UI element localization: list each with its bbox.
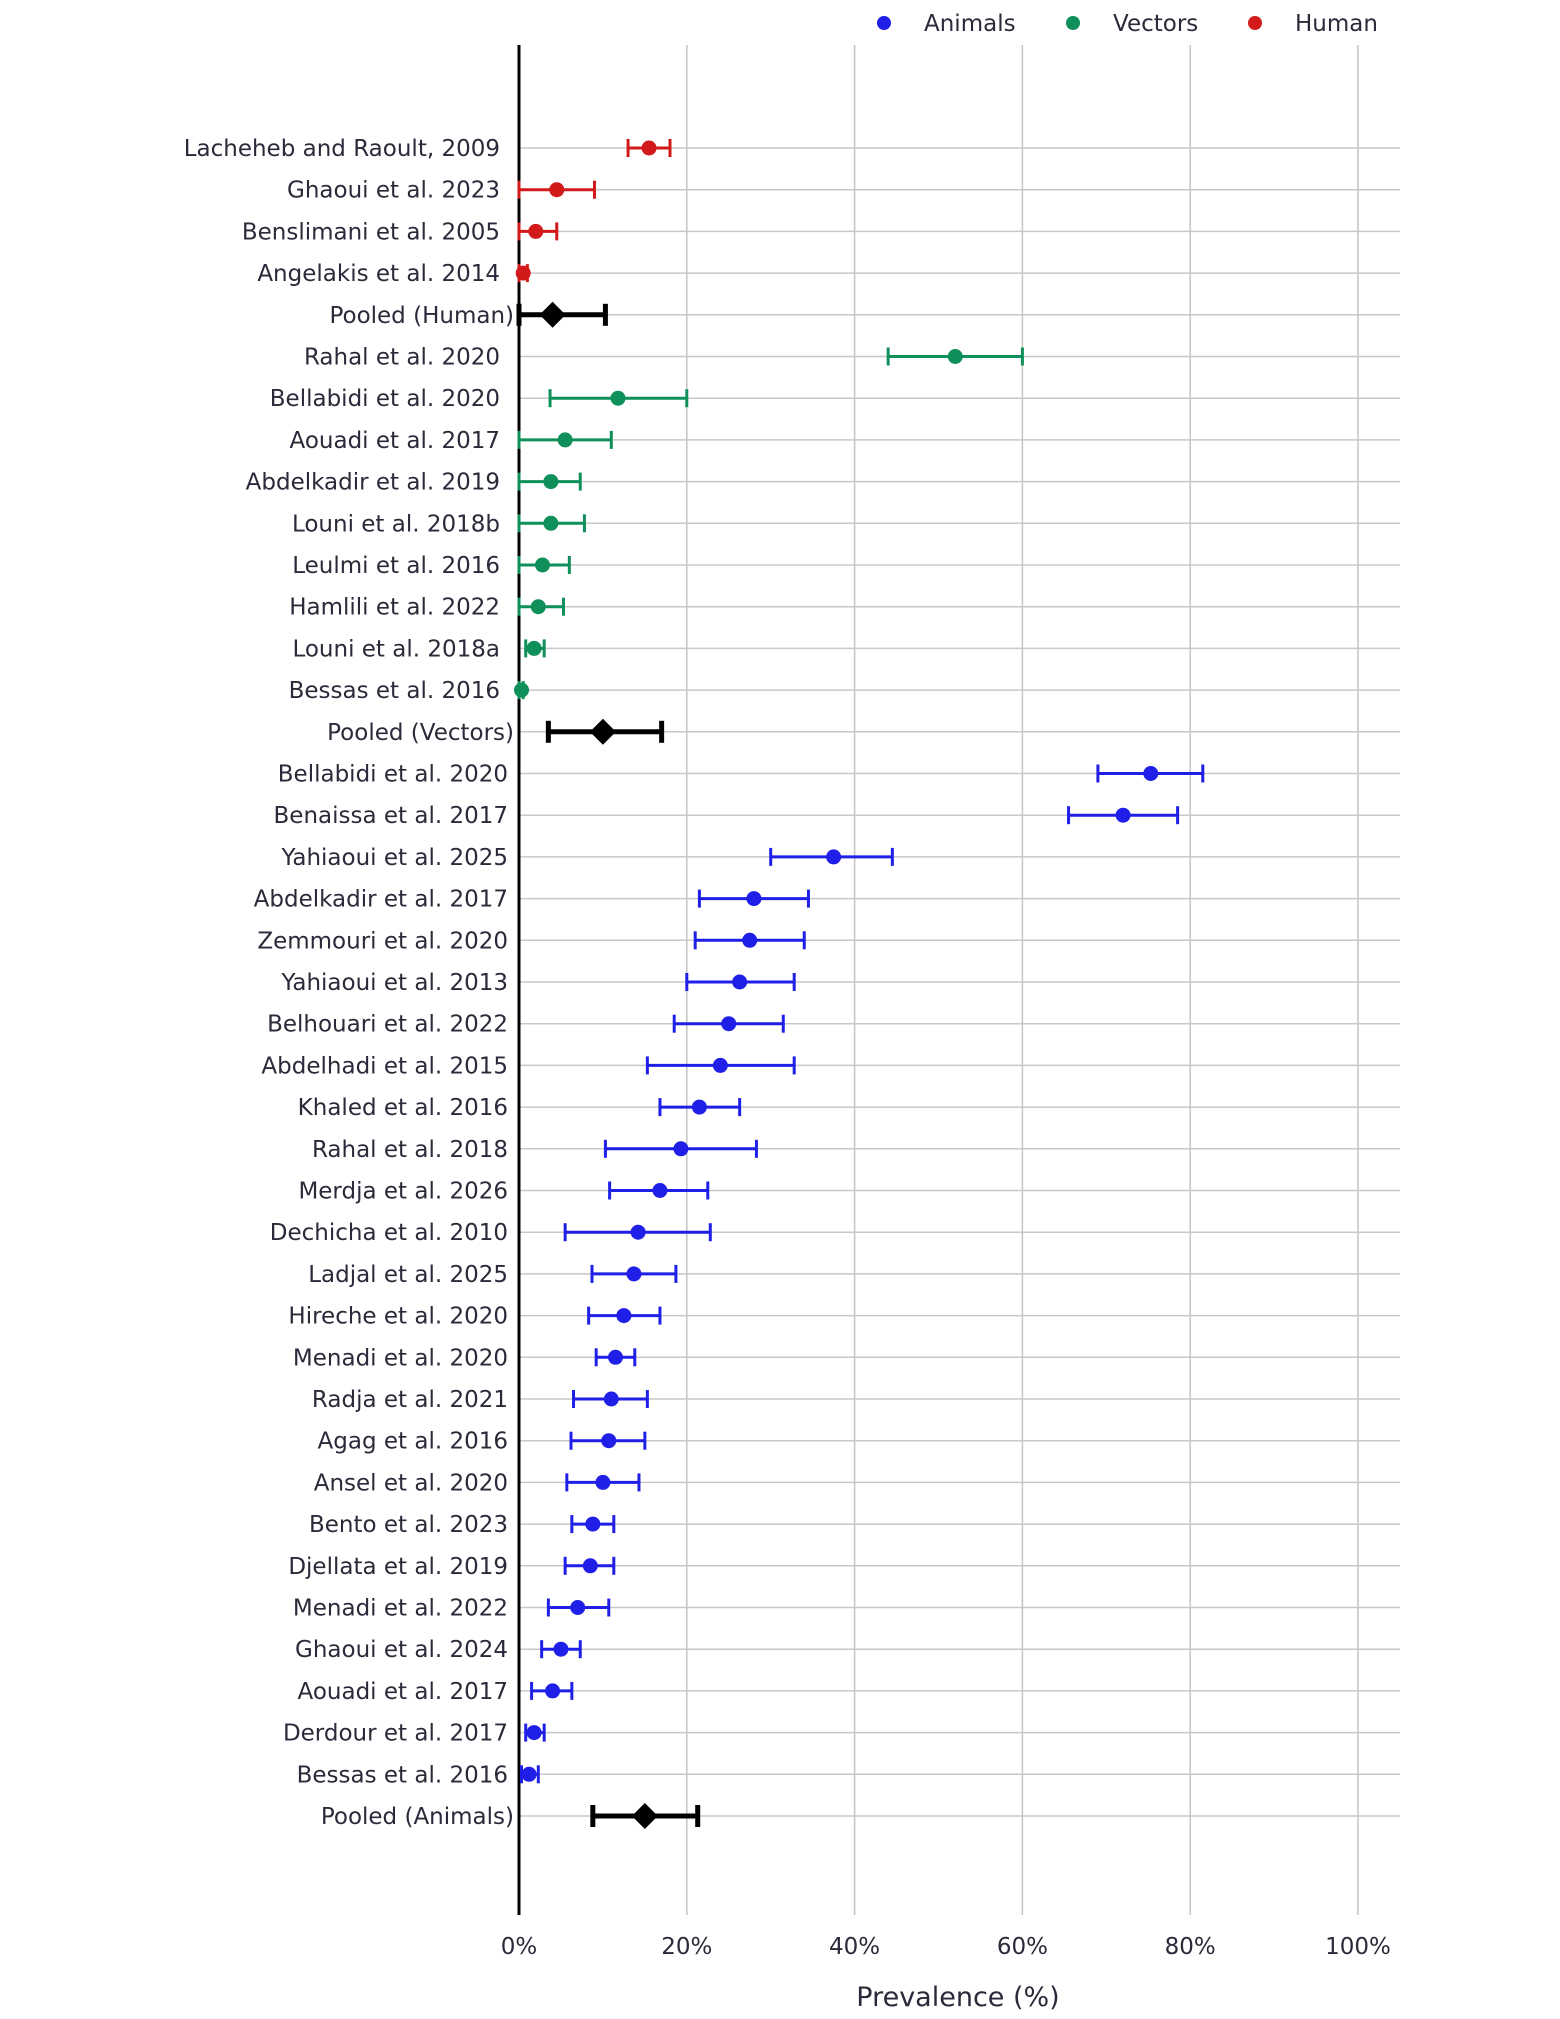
point-estimate bbox=[1116, 808, 1131, 823]
row-label: Aouadi et al. 2017 bbox=[297, 1678, 508, 1705]
point-estimate bbox=[601, 1433, 616, 1448]
row-label: Derdour et al. 2017 bbox=[282, 1720, 508, 1747]
row-label: Benslimani et al. 2005 bbox=[241, 219, 500, 246]
point-estimate bbox=[626, 1266, 641, 1281]
row-label: Bessas et al. 2016 bbox=[288, 678, 500, 705]
row-label: Leulmi et al. 2016 bbox=[292, 553, 500, 579]
marks-layer bbox=[514, 139, 1203, 1829]
row-label: Bessas et al. 2016 bbox=[296, 1762, 508, 1789]
row-label: Ghaoui et al. 2024 bbox=[295, 1637, 508, 1664]
point-estimate bbox=[585, 1517, 600, 1532]
point-estimate bbox=[611, 391, 626, 406]
legend-label: Human bbox=[1295, 11, 1378, 37]
row-label: Dechicha et al. 2010 bbox=[269, 1220, 508, 1247]
row-label: Angelakis et al. 2014 bbox=[257, 261, 500, 288]
row-label: Abdelkadir et al. 2017 bbox=[253, 886, 508, 913]
point-estimate bbox=[583, 1558, 598, 1573]
point-estimate bbox=[516, 266, 531, 281]
row-label: Menadi et al. 2022 bbox=[292, 1595, 508, 1622]
row-label: Merdja et al. 2026 bbox=[298, 1178, 508, 1205]
row-label: Bellabidi et al. 2020 bbox=[269, 386, 500, 413]
row-label: Menadi et al. 2020 bbox=[292, 1345, 508, 1372]
row-label: Yahiaoui et al. 2013 bbox=[281, 970, 508, 996]
point-estimate bbox=[522, 1767, 537, 1782]
row-label: Pooled (Human) bbox=[329, 302, 514, 329]
legend bbox=[877, 11, 1378, 37]
x-tick-label: 80% bbox=[1164, 1934, 1216, 1960]
x-tick-label: 40% bbox=[829, 1934, 881, 1960]
x-axis-title: Prevalence (%) bbox=[856, 1982, 1060, 2013]
row-label: Hireche et al. 2020 bbox=[288, 1303, 508, 1330]
legend-marker bbox=[1248, 16, 1262, 30]
point-estimate bbox=[826, 849, 841, 864]
row-label: Pooled (Vectors) bbox=[327, 719, 514, 746]
row-label: Agag et al. 2016 bbox=[317, 1428, 508, 1455]
point-estimate bbox=[570, 1600, 585, 1615]
row-label: Ladjal et al. 2025 bbox=[308, 1261, 508, 1288]
point-estimate bbox=[642, 141, 657, 156]
point-estimate bbox=[652, 1183, 667, 1198]
row-label: Khaled et al. 2016 bbox=[297, 1095, 508, 1122]
point-estimate bbox=[545, 1683, 560, 1698]
x-tick-label: 20% bbox=[661, 1934, 713, 1960]
pooled-estimate-diamond bbox=[540, 302, 566, 328]
point-estimate bbox=[673, 1141, 688, 1156]
pooled-estimate-diamond bbox=[590, 719, 616, 745]
pooled-estimate-diamond bbox=[632, 1803, 658, 1829]
legend-marker bbox=[877, 16, 891, 30]
axis-layer bbox=[501, 45, 1391, 1960]
row-label: Ghaoui et al. 2023 bbox=[287, 177, 500, 204]
row-label: Belhouari et al. 2022 bbox=[267, 1011, 508, 1038]
row-label: Pooled (Animals) bbox=[320, 1804, 514, 1830]
point-estimate bbox=[721, 1016, 736, 1031]
point-estimate bbox=[713, 1058, 728, 1073]
row-label: Louni et al. 2018b bbox=[291, 511, 500, 538]
point-estimate bbox=[527, 1725, 542, 1740]
row-label: Hamlili et al. 2022 bbox=[289, 594, 500, 621]
point-estimate bbox=[604, 1392, 619, 1407]
point-estimate bbox=[742, 933, 757, 948]
point-estimate bbox=[631, 1225, 646, 1240]
row-label: Djellata et al. 2019 bbox=[288, 1553, 508, 1580]
point-estimate bbox=[732, 975, 747, 990]
row-label: Aouadi et al. 2017 bbox=[289, 427, 500, 454]
point-estimate bbox=[608, 1350, 623, 1365]
legend-label: Vectors bbox=[1113, 11, 1199, 37]
point-estimate bbox=[616, 1308, 631, 1323]
labels-layer bbox=[184, 136, 514, 1830]
point-estimate bbox=[527, 641, 542, 656]
point-estimate bbox=[535, 558, 550, 573]
row-label: Ansel et al. 2020 bbox=[313, 1470, 508, 1497]
x-tick-label: 0% bbox=[500, 1934, 538, 1960]
legend-label: Animals bbox=[924, 11, 1016, 37]
row-label: Lacheheb and Raoult, 2009 bbox=[183, 136, 500, 162]
point-estimate bbox=[543, 516, 558, 531]
point-estimate bbox=[549, 182, 564, 197]
row-label: Abdelhadi et al. 2015 bbox=[261, 1053, 508, 1080]
point-estimate bbox=[553, 1642, 568, 1657]
row-label: Rahal et al. 2020 bbox=[303, 344, 500, 371]
point-estimate bbox=[1143, 766, 1158, 781]
point-estimate bbox=[692, 1100, 707, 1115]
point-estimate bbox=[531, 599, 546, 614]
row-label: Rahal et al. 2018 bbox=[311, 1136, 508, 1163]
legend-marker bbox=[1066, 16, 1080, 30]
x-tick-label: 60% bbox=[996, 1934, 1048, 1960]
point-estimate bbox=[528, 224, 543, 239]
row-label: Benaissa et al. 2017 bbox=[273, 803, 508, 830]
point-estimate bbox=[746, 891, 761, 906]
point-estimate bbox=[514, 683, 529, 698]
row-label: Radja et al. 2021 bbox=[311, 1387, 508, 1413]
point-estimate bbox=[543, 474, 558, 489]
row-label: Abdelkadir et al. 2019 bbox=[245, 469, 500, 496]
row-label: Yahiaoui et al. 2025 bbox=[281, 844, 508, 871]
grid-layer bbox=[519, 45, 1400, 1915]
row-label: Zemmouri et al. 2020 bbox=[257, 928, 508, 955]
point-estimate bbox=[595, 1475, 610, 1490]
point-estimate bbox=[558, 432, 573, 447]
row-label: Louni et al. 2018a bbox=[292, 636, 500, 663]
row-label: Bellabidi et al. 2020 bbox=[277, 761, 508, 788]
x-tick-label: 100% bbox=[1325, 1934, 1391, 1960]
row-label: Bento et al. 2023 bbox=[308, 1512, 508, 1539]
point-estimate bbox=[948, 349, 963, 364]
